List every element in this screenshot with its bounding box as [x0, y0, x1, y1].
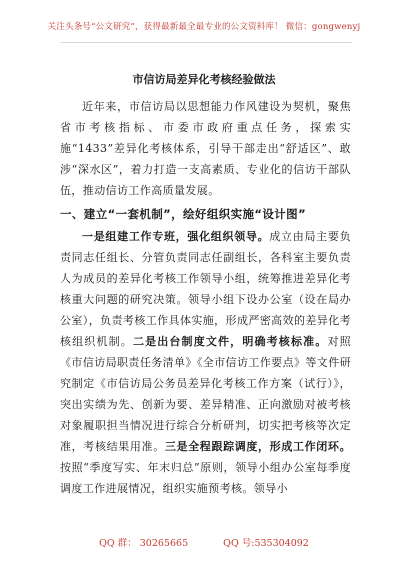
- footer-qq-number: QQ 号:535304092: [223, 538, 309, 549]
- body-text-3: 按照“季度写实、年末归总”原则，领导小组办公室每季度调度工作进展情况，组织实施预考核。领导小: [60, 461, 351, 495]
- lead-sentence-2: 二是出台制度文件，明确考核标准。: [132, 335, 328, 348]
- intro-paragraph: 近年来，市信访局以思想能力作风建设为契机，聚焦省市考核指标、市委市政府重点任务，探索实施“1433”差异化考核体系，引导干部走出“舒适区”、敢涉“深水区”，着力打造一支高素质、专业化的信访干部队伍，推动信访工作高质量发展。: [60, 100, 351, 197]
- lead-sentence-1: 一是组建工作专班，强化组织领导。: [82, 230, 270, 243]
- section-heading: 一、建立“一套机制”，绘好组织实施“设计图”: [60, 207, 307, 221]
- body-text-2: 对照《市信访局职责任务清单》《全市信访工作要点》等文件研究制定《市信访局公务员差异化考核工作方案（试行）》，突出实绩为先、创新为要、差异精准、正向激励对被考核对象履职担当情况进行综合分析研判，切实把考核等次定准，考核结果用准。: [60, 335, 351, 453]
- body-text-1: 成立由局主要负责同志任组长、分管负责同志任副组长，各科室主要负责人为成员的差异化考核工作领导小组，统筹推进差异化考核重大问题的研究决策。领导小组下设办公室（设在局办公室），负责考核工作具体实施，形成严密高效的差异化考核组织机制。: [60, 230, 351, 348]
- footer-contact: [0, 535, 408, 549]
- body-paragraph: [60, 226, 351, 499]
- header-banner: 关注头条号“公文研究”，获得最新最全最专业的公文资料库！ 微信：gongwenyj: [47, 22, 361, 32]
- footer-qq-group: QQ 群： 30265665: [99, 538, 189, 549]
- document-title: 市信访局差异化考核经验做法: [132, 73, 276, 86]
- lead-sentence-3: 三是全程跟踪调度，形成工作闭环。: [164, 440, 351, 453]
- header-divider: [60, 42, 352, 43]
